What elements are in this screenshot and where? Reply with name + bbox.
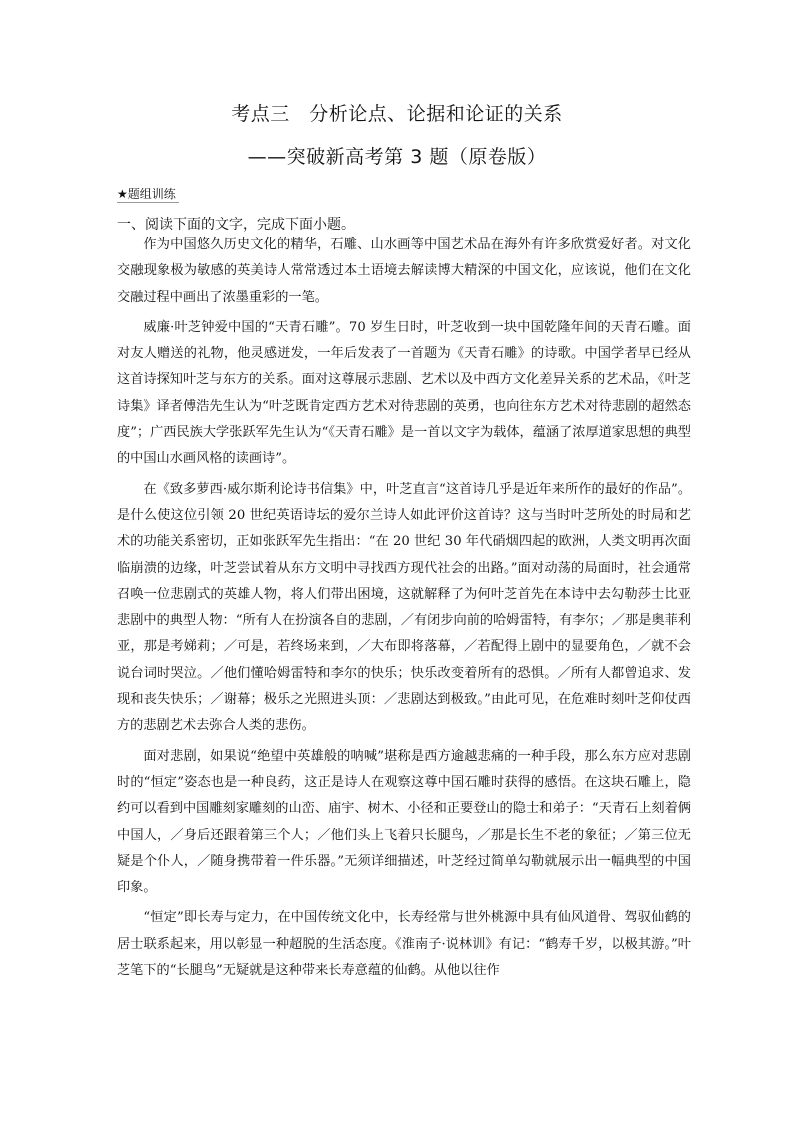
- paragraph: 面对悲剧，如果说“绝望中英雄般的呐喊”堪称是西方逾越悲痛的一种手段，那么东方应对悲剧时的“恒定”姿态也是一种良药，这正是诗人在观察这尊中国石雕时获得的感悟。在这块石雕上，隐约可以看到中国雕刻家雕刻的山峦、庙宇、树木、小径和正要登山的隐士和弟子：“天青石上刻着俩中国人，／身后还跟着第三个人；／他们头上飞着只长腿鸟，／那是长生不老的象征；／第三位无疑是个仆人，／随身携带着一件乐器。”无须详细描述，叶芝经过简单勾勒就展示出一幅典型的中国印象。: [117, 748, 691, 896]
- section-tag: ★题组训练: [117, 185, 179, 203]
- paragraph: 作为中国悠久历史文化的精华，石雕、山水画等中国艺术品在海外有许多欣赏爱好者。对文化交融现象极为敏感的英美诗人常常透过本土语境去解读博大精深的中国文化，应该说，他们在文化交融过程中画出了浓墨重彩的一笔。: [117, 237, 691, 305]
- page-subtitle: ——突破新高考第 3 题（原卷版）: [247, 146, 547, 168]
- question-instruction: 一、阅读下面的文字，完成下面小题。: [117, 217, 355, 233]
- page-title: 考点三 分析论点、论据和论证的关系: [231, 103, 563, 125]
- paragraph: 在《致多萝西·威尔斯利论诗书信集》中，叶芝直言“这首诗几乎是近年来所作的最好的作品”。是什么使这位引领 20 世纪英语诗坛的爱尔兰诗人如此评价这首诗？这与当时叶芝所处的时局和艺术的功能关系密切，正如张跃军先生指出：“在 20 世纪 30 年代硝烟四起的欧洲，人类文明再次面临崩溃的边缘，叶芝尝试着从东方文明中寻找西方现代社会的出路。”面对动荡的局面时，社会通常召唤一位悲剧式的英雄人物，将人们带出困境，这就解释了为何叶芝首先在本诗中去勾勒莎士比亚悲剧中的典型人物：“所有人在扮演各自的悲剧，／有闭步向前的哈姆雷特，有李尔；／那是奥菲利亚，那是考娣莉；／可是，若终场来到，／大布即将落幕，／若配得上剧中的显要角色，／就不会说台词时哭泣。／他们懂哈姆雷特和李尔的快乐；快乐改变着所有的恐惧。／所有人都曾追求、发现和丧失快乐；／谢幕；极乐之光照进头顶：／悲剧达到极致。”由此可见，在危难时刻叶芝仰仗西方的悲剧艺术去弥合人类的悲伤。: [117, 481, 692, 734]
- paragraph: “恒定”即长寿与定力，在中国传统文化中，长寿经常与世外桃源中具有仙风道骨、驾驭仙鹤的居士联系起来，用以彰显一种超脱的生活态度。《淮南子·说林训》有记：“鹤寿千岁，以极其游。”叶芝笔下的“长腿鸟”无疑就是这种带来长寿意蕴的仙鹤。从他以往作: [117, 910, 691, 979]
- passage-body: [117, 232, 691, 988]
- paragraph: 威廉·叶芝钟爱中国的“天青石雕”。70 岁生日时，叶芝收到一块中国乾隆年间的天青石雕。面对友人赠送的礼物，他灵感迸发，一年后发表了一首题为《天青石雕》的诗歌。中国学者早已经从这首诗探知叶芝与东方的关系。面对这尊展示悲剧、艺术以及中西方文化差异关系的艺术品，《叶芝诗集》译者傅浩先生认为“叶芝既肯定西方艺术对待悲剧的英勇，也向往东方艺术对待悲剧的超然态度”；广西民族大学张跃军先生认为“《天青石雕》是一首以文字为载体，蕴涵了浓厚道家思想的典型的中国山水画风格的读画诗”。: [117, 319, 691, 467]
